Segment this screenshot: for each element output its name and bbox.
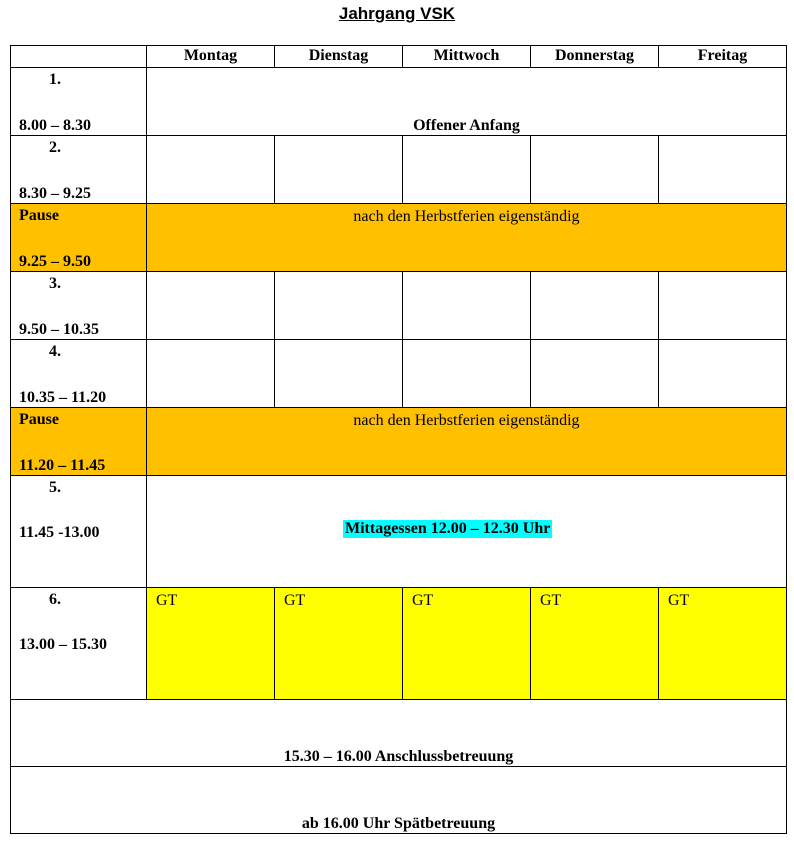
period-label-cell bbox=[11, 588, 147, 700]
period-label-cell bbox=[11, 476, 147, 588]
late-care-row bbox=[11, 767, 787, 834]
period-row-6 bbox=[11, 588, 787, 700]
period-row-4 bbox=[11, 340, 787, 408]
schedule-table bbox=[10, 45, 787, 834]
day-header-wednesday: Mittwoch bbox=[403, 46, 531, 68]
pause-info-cell bbox=[147, 204, 787, 272]
gt-cell-thursday bbox=[531, 588, 659, 700]
period-time: 10.35 – 11.20 bbox=[19, 389, 107, 406]
gt-cell-tuesday bbox=[275, 588, 403, 700]
period-number: 5. bbox=[49, 479, 61, 496]
schedule-cell bbox=[659, 136, 787, 204]
late-care-text: ab 16.00 Uhr Spätbetreuung bbox=[301, 815, 496, 832]
lunch-cell bbox=[147, 476, 787, 588]
period-time: 8.00 – 8.30 bbox=[19, 117, 91, 134]
schedule-cell bbox=[275, 340, 403, 408]
period-number: 2. bbox=[49, 139, 61, 156]
period-label-cell bbox=[11, 340, 147, 408]
late-care-cell bbox=[11, 767, 787, 834]
day-header-friday: Freitag bbox=[659, 46, 787, 68]
aftercare-row bbox=[11, 700, 787, 767]
period-number: 1. bbox=[49, 71, 61, 88]
schedule-cell bbox=[403, 272, 531, 340]
pause-info-cell bbox=[147, 408, 787, 476]
pause-info-text: nach den Herbstferien eigenständig bbox=[353, 412, 580, 429]
schedule-cell bbox=[147, 272, 275, 340]
gt-text: GT bbox=[540, 592, 562, 609]
day-header-tuesday: Dienstag bbox=[275, 46, 403, 68]
pause-label-cell bbox=[11, 408, 147, 476]
pause-row-1 bbox=[11, 204, 787, 272]
open-start-text: Offener Anfang bbox=[413, 117, 520, 134]
schedule-cell bbox=[403, 340, 531, 408]
pause-info-text: nach den Herbstferien eigenständig bbox=[353, 208, 580, 225]
period-row-1 bbox=[11, 68, 787, 136]
day-header-monday: Montag bbox=[147, 46, 275, 68]
schedule-cell bbox=[659, 340, 787, 408]
period-time: 9.50 – 10.35 bbox=[19, 321, 99, 338]
period-row-2 bbox=[11, 136, 787, 204]
gt-text: GT bbox=[668, 592, 690, 609]
aftercare-text: 15.30 – 16.00 Anschlussbetreuung bbox=[283, 748, 514, 765]
gt-text: GT bbox=[284, 592, 306, 609]
period-row-3 bbox=[11, 272, 787, 340]
gt-cell-wednesday bbox=[403, 588, 531, 700]
period-time: 8.30 – 9.25 bbox=[19, 185, 91, 202]
pause-time: 9.25 – 9.50 bbox=[19, 253, 91, 270]
period-label-cell bbox=[11, 68, 147, 136]
schedule-cell bbox=[531, 272, 659, 340]
period-number: 3. bbox=[49, 275, 61, 292]
schedule-cell bbox=[147, 340, 275, 408]
pause-row-2 bbox=[11, 408, 787, 476]
gt-text: GT bbox=[412, 592, 434, 609]
pause-label-cell bbox=[11, 204, 147, 272]
schedule-cell bbox=[147, 136, 275, 204]
schedule-cell bbox=[403, 136, 531, 204]
corner-cell bbox=[11, 46, 147, 68]
schedule-cell bbox=[275, 272, 403, 340]
gt-cell-monday bbox=[147, 588, 275, 700]
pause-label: Pause bbox=[19, 411, 59, 428]
header-row bbox=[11, 46, 787, 68]
page-title: Jahrgang VSK bbox=[338, 4, 456, 23]
schedule-cell bbox=[659, 272, 787, 340]
gt-cell-friday bbox=[659, 588, 787, 700]
aftercare-cell bbox=[11, 700, 787, 767]
lunch-text: Mittagessen 12.00 – 12.30 Uhr bbox=[345, 520, 551, 537]
period-row-5 bbox=[11, 476, 787, 588]
period-time: 13.00 – 15.30 bbox=[19, 636, 107, 653]
period-label-cell bbox=[11, 272, 147, 340]
period-time: 11.45 -13.00 bbox=[19, 524, 100, 541]
gt-text: GT bbox=[156, 592, 178, 609]
schedule-cell bbox=[531, 136, 659, 204]
schedule-cell bbox=[275, 136, 403, 204]
schedule-cell bbox=[531, 340, 659, 408]
open-start-cell bbox=[147, 68, 787, 136]
pause-time: 11.20 – 11.45 bbox=[19, 457, 106, 474]
day-header-thursday: Donnerstag bbox=[531, 46, 659, 68]
period-label-cell bbox=[11, 136, 147, 204]
pause-label: Pause bbox=[19, 207, 59, 224]
period-number: 4. bbox=[49, 343, 61, 360]
period-number: 6. bbox=[49, 591, 61, 608]
